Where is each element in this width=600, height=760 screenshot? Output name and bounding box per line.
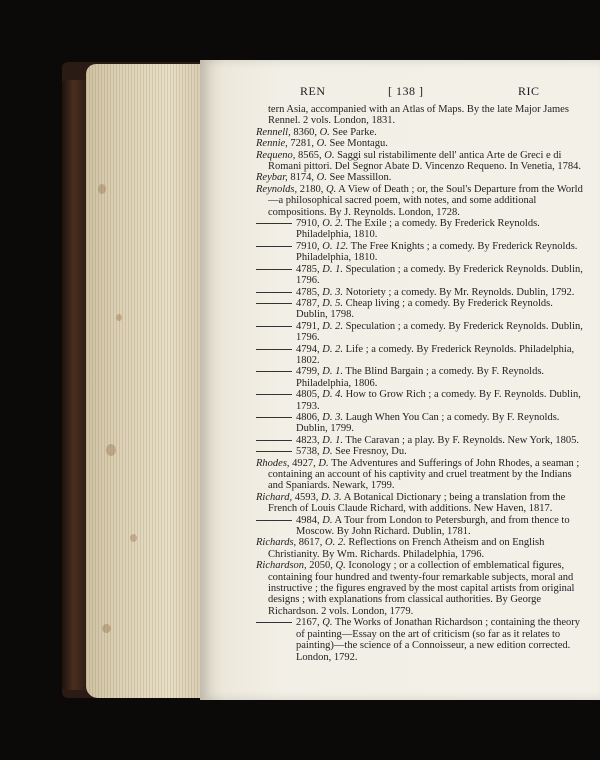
entry-text: Life ; a comedy. By Frederick Reynolds. Philadelphia, 1802.	[296, 343, 575, 366]
entry-text: See Massillon.	[329, 172, 392, 184]
entry-number: 4984,	[296, 514, 320, 526]
sub-entry	[256, 264, 584, 287]
entry-text: Laugh When You Can ; a comedy. By F. Reynolds. Dublin, 1799.	[296, 411, 560, 435]
ditto-dash	[256, 520, 292, 521]
entry-format: D. 3.	[322, 411, 343, 423]
entry-format: Q.	[322, 617, 333, 629]
entry-number: 8565,	[298, 149, 322, 161]
ditto-dash	[256, 440, 292, 441]
entry-text: The Free Knights ; a comedy. By Frederick Reynolds. Philadelphia, 1810.	[296, 240, 578, 264]
entry-heading: Rennell,	[256, 126, 291, 138]
entry-format: D. 3.	[322, 286, 343, 298]
ditto-dash	[256, 246, 292, 247]
ditto-dash	[256, 269, 292, 270]
entry-text: The Caravan ; a play. By F. Reynolds. New York, 1805.	[345, 434, 579, 446]
entry-text: tern Asia, accompanied with an Atlas of Maps. By the late Major James Rennel. 2 vols. London, 1831.	[268, 104, 569, 127]
entry-heading: Rhodes,	[256, 457, 290, 469]
catalog-entry	[256, 184, 584, 218]
entry-heading: Richards,	[256, 537, 297, 549]
entry-format: D. 1.	[322, 263, 343, 275]
entry-format: O.	[319, 126, 330, 138]
entry-heading: Richardson,	[256, 560, 307, 572]
ditto-dash	[256, 303, 292, 304]
book-spine	[62, 80, 88, 690]
entry-number: 7281,	[290, 138, 315, 150]
entry-number: 4794,	[296, 343, 320, 355]
entry-number: 4927,	[292, 457, 316, 469]
catalog-entry	[256, 458, 584, 492]
entry-number: 2050,	[309, 560, 333, 572]
entry-number: 8360,	[293, 126, 317, 138]
catalog-entries	[256, 104, 584, 663]
entry-text: Saggi sul ristabilimente dell' antica Arte de Greci e di Romani pittori. Del Segnor Abate D. Vincenzo Requeno. In Venetia, 1784.	[268, 149, 582, 173]
entry-number: 4785,	[296, 263, 320, 275]
entry-text: Speculation ; a comedy. By Frederick Reynolds. Dublin, 1796.	[296, 320, 583, 344]
sub-entry	[256, 321, 584, 344]
ditto-dash	[256, 292, 292, 293]
foxing-spot	[116, 314, 122, 321]
entry-text: A Botanical Dictionary ; being a translation from the French of Louis Claude Richard, with additions. New Haven, 1817.	[268, 491, 566, 515]
sub-entry	[256, 298, 584, 321]
ditto-dash	[256, 394, 292, 395]
sub-entry	[256, 389, 584, 412]
entry-format: O. 2.	[322, 218, 343, 230]
sub-entry	[256, 412, 584, 435]
entry-format: Q.	[326, 183, 337, 195]
header-right: RIC	[518, 84, 540, 98]
entry-text: Cheap living ; a comedy. By Frederick Reynolds. Dublin, 1798.	[296, 297, 553, 321]
entry-text: Reflections on French Atheism and on English Christianity. By Wm. Richards. Philadelphia, 1796.	[268, 537, 545, 560]
entry-number: 7910,	[296, 240, 320, 252]
entry-text: Iconology ; or a collection of emblematical figures, containing four hundred and twenty-four remarkable subjects, moral and instructive ; the figures engraved by the most capital artists from original designs ; with explanations from classical authorities. By George Richardson. 2 vols. London, 1779.	[268, 560, 575, 617]
page-edges	[86, 64, 204, 698]
sub-entry	[256, 446, 584, 457]
sub-entry	[256, 287, 584, 298]
entry-format: D.	[322, 446, 333, 458]
sub-entry	[256, 515, 584, 538]
entry-number: 4805,	[296, 389, 320, 401]
foxing-spot	[98, 184, 106, 194]
catalog-entry	[256, 537, 584, 560]
sub-entry	[256, 435, 584, 446]
ditto-dash	[256, 371, 292, 372]
entry-text: How to Grow Rich ; a comedy. By F. Reynolds. Dublin, 1793.	[296, 389, 581, 412]
foxing-spot	[130, 534, 137, 542]
entry-format: D. 5.	[322, 297, 343, 309]
entry-format: O.	[316, 172, 327, 184]
entry-text: See Parke.	[332, 126, 377, 138]
entry-text: A View of Death ; or, the Soul's Departure from the World—a philosophical sacred poem, with notes, and some additional compositions. By J. Reynolds. London, 1728.	[268, 183, 583, 218]
entry-text: See Montagu.	[329, 138, 388, 150]
entry-text: The Adventures and Sufferings of John Rhodes, a seaman ; containing an account of his captivity and cruel treatment by the Indians and Spaniards. Newark, 1799.	[268, 457, 580, 492]
entry-number: 7910,	[296, 218, 320, 230]
entry-number: 4799,	[296, 366, 320, 378]
sub-entry	[256, 617, 584, 663]
catalog-entry	[256, 172, 584, 183]
catalog-entry	[256, 138, 584, 149]
entry-text: A Tour from London to Petersburgh, and from thence to Moscow. By John Richard. Dublin, 1781.	[296, 514, 570, 538]
entry-format: D.	[322, 514, 333, 526]
entry-format: O.	[316, 138, 327, 150]
ditto-dash	[256, 349, 292, 350]
foxing-spot	[106, 444, 116, 456]
ditto-dash	[256, 622, 292, 623]
entry-heading: Rennie,	[256, 138, 288, 150]
catalog-entry	[256, 492, 584, 515]
entry-heading: Requeno,	[256, 149, 296, 161]
ditto-dash	[256, 451, 292, 452]
entry-text: The Exile ; a comedy. By Frederick Reynolds. Philadelphia, 1810.	[296, 218, 540, 241]
book-page	[200, 60, 600, 700]
entry-number: 5738,	[296, 446, 320, 458]
entry-format: D. 1.	[322, 434, 343, 446]
entry-format: D. 2.	[322, 343, 343, 355]
entry-number: 8174,	[290, 172, 315, 184]
entry-number: 4593,	[294, 491, 319, 503]
entry-format: O. 2.	[325, 537, 346, 549]
entry-heading: Reybar,	[256, 172, 288, 184]
entry-format: Q.	[335, 560, 346, 572]
entry-format: D. 1.	[322, 366, 343, 378]
running-header	[200, 84, 600, 100]
entry-number: 4823,	[296, 434, 320, 446]
entry-format: D. 4.	[322, 389, 343, 401]
entry-format: O.	[324, 149, 335, 161]
entry-text: Notoriety ; a comedy. By Mr. Reynolds. Dublin, 1792.	[345, 286, 575, 298]
catalog-entry	[256, 560, 584, 617]
entry-number: 2167,	[296, 617, 320, 629]
catalog-entry	[256, 150, 584, 173]
entry-number: 8617,	[298, 537, 323, 549]
entry-text: See Fresnoy, Du.	[335, 446, 407, 458]
entry-number: 2180,	[299, 183, 324, 195]
ditto-dash	[256, 223, 292, 224]
sub-entry	[256, 218, 584, 241]
page-number: [ 138 ]	[388, 84, 424, 98]
sub-entry	[256, 241, 584, 264]
entry-heading: Reynolds,	[256, 183, 298, 195]
entry-text: The Blind Bargain ; a comedy. By F. Reynolds. Philadelphia, 1806.	[296, 366, 545, 389]
entry-text: Speculation ; a comedy. By Frederick Reynolds. Dublin, 1796.	[296, 263, 583, 287]
foxing-spot	[102, 624, 111, 633]
entry-text: The Works of Jonathan Richardson ; containing the theory of painting—Essay on the art of criticism (so far as it relates to painting)—the science of a Connoisseur, a new edition corrected. London, 1792.	[296, 617, 580, 663]
entry-format: O. 12.	[322, 240, 349, 252]
ditto-dash	[256, 417, 292, 418]
entry-format: D. 2.	[322, 320, 343, 332]
catalog-entry	[256, 127, 584, 138]
entry-continuation	[256, 104, 584, 127]
header-left: REN	[300, 84, 326, 98]
sub-entry	[256, 344, 584, 367]
entry-number: 4791,	[296, 320, 320, 332]
entry-number: 4787,	[296, 297, 320, 309]
entry-heading: Richard,	[256, 491, 293, 503]
ditto-dash	[256, 326, 292, 327]
entry-number: 4806,	[296, 411, 320, 423]
entry-format: D.	[318, 457, 329, 469]
sub-entry	[256, 366, 584, 389]
entry-number: 4785,	[296, 286, 320, 298]
entry-format: D. 3.	[320, 491, 342, 503]
